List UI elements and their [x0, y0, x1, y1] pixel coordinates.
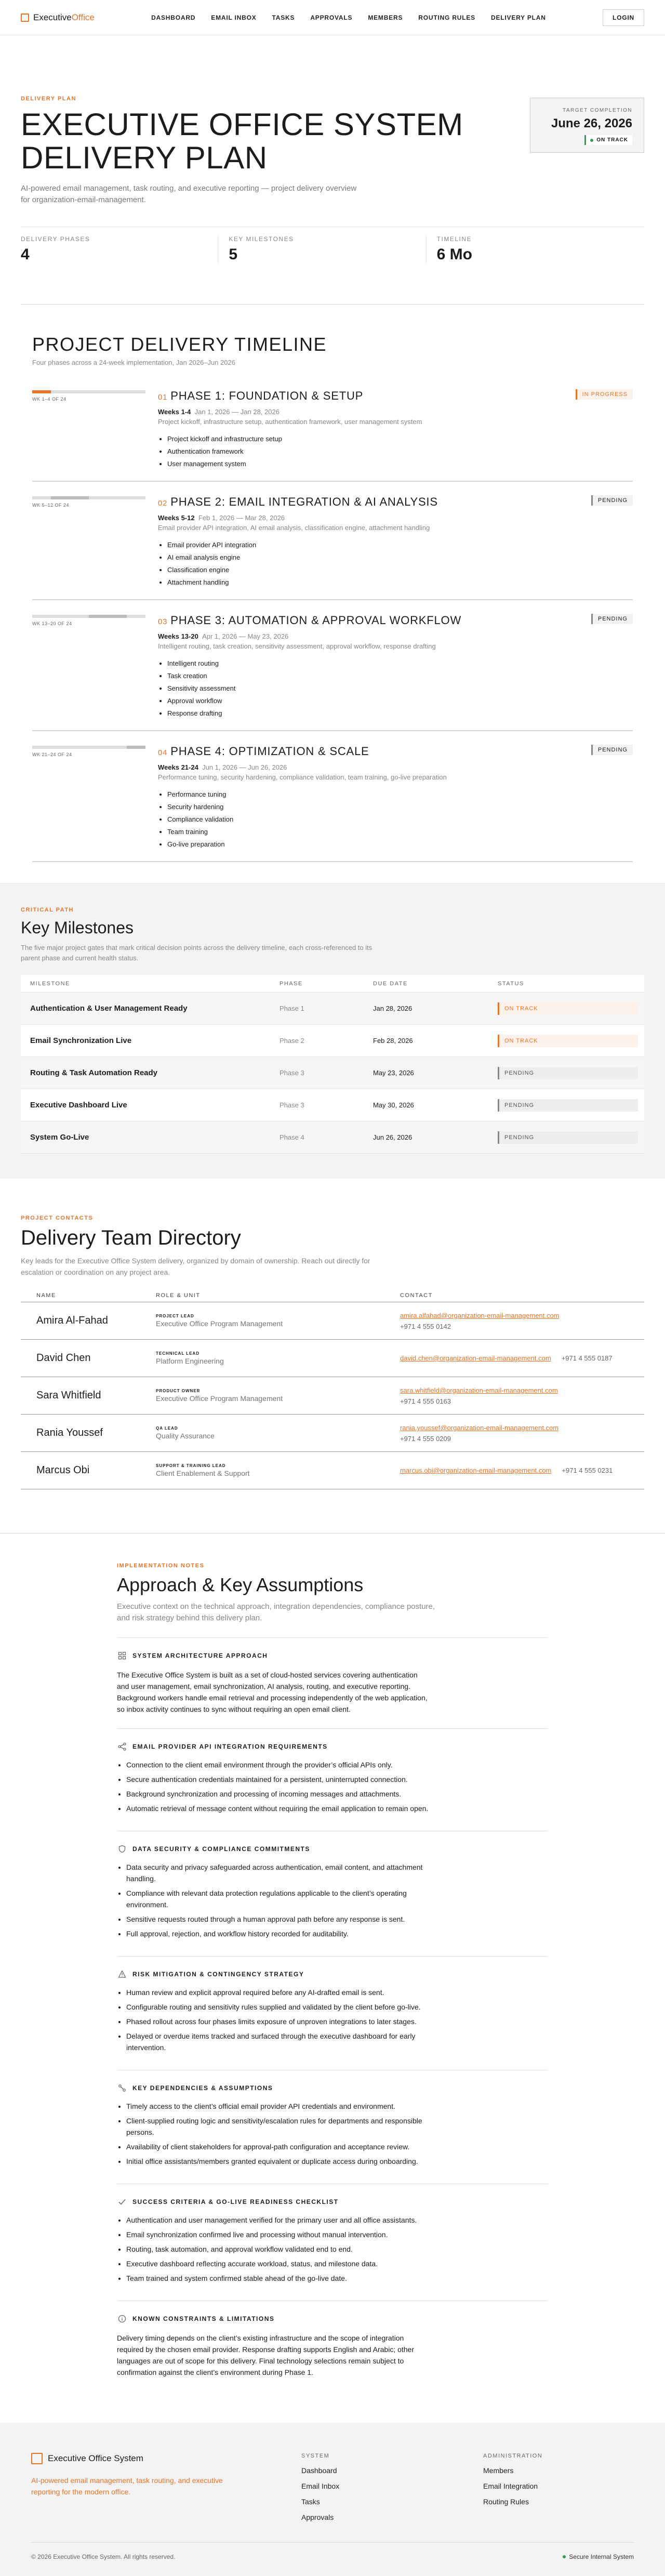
timeline-title: PROJECT DELIVERY TIMELINE: [32, 334, 327, 355]
hero-subtitle: AI-powered email management, task routing, and executive reporting — project delivery overview for organization-email-management.: [21, 184, 357, 204]
phase-progress-bar: [32, 615, 145, 618]
approach-section-item: [117, 2070, 548, 2184]
table-row: [21, 1452, 644, 1489]
status-badge: PENDING: [498, 1067, 638, 1079]
list-item: • Compliance with relevant data protection regulations applicable to the client’s operating environment.: [126, 1887, 429, 1910]
shield-icon: [117, 1844, 127, 1854]
approach-section-item: [117, 1956, 548, 2070]
phase-desc: Project kickoff, infrastructure setup, authentication framework, user management system: [158, 418, 422, 426]
phase-progress-bar: [32, 746, 145, 749]
status-dot-icon: [590, 139, 593, 142]
member-role: [156, 1463, 400, 1477]
phase-week-range: WK 1–4 OF 24: [32, 397, 66, 402]
copyright: © 2026 Executive Office System. All rights reserved.: [31, 2553, 176, 2560]
footer-link-email-integration[interactable]: Email Integration: [483, 2482, 538, 2490]
approach-section-list: [117, 2101, 429, 2167]
team-section: [0, 1179, 665, 1505]
phase-progress: [32, 495, 158, 589]
list-item: • Classification engine: [167, 564, 633, 576]
approach-section-heading: [117, 1650, 548, 1661]
approach-section-list: [117, 1987, 429, 2053]
phase-content: [158, 745, 633, 851]
approach-section-heading: [117, 1844, 548, 1854]
phase-progress-bar: [32, 496, 145, 499]
phase-weeks: Weeks 5-12: [158, 514, 195, 522]
secure-label: Secure Internal System: [569, 2553, 634, 2560]
list-item: • Client-supplied routing logic and sensitivity/escalation rules for departments and responsible persons.: [126, 2115, 429, 2138]
status-badge: ON TRACK: [498, 1035, 638, 1047]
member-role: [156, 1351, 400, 1365]
footer-heading: ADMINISTRATION: [483, 2453, 543, 2459]
dependency-icon: [117, 2083, 127, 2093]
milestones-section: [0, 883, 665, 1179]
phase-content: [158, 495, 633, 589]
phase-weeks: Weeks 13-20: [158, 632, 198, 640]
team-eyebrow: PROJECT CONTACTS: [21, 1215, 94, 1221]
milestone-name: Routing & Task Automation Ready: [30, 1068, 158, 1077]
approach-section-heading: [117, 1741, 548, 1752]
column-header: DUE DATE: [373, 980, 408, 987]
milestones-title: Key Milestones: [21, 918, 134, 937]
email-link[interactable]: sara.whitfield@organization-email-management.com: [400, 1386, 558, 1394]
approach-section-title: KEY DEPENDENCIES & ASSUMPTIONS: [132, 2084, 273, 2092]
phase-desc: Email provider API integration, AI email analysis, classification engine, attachment handling: [158, 524, 430, 532]
list-item: • Human review and explicit approval required before any AI-drafted email is sent.: [126, 1987, 429, 1998]
footer-link-routing-rules[interactable]: Routing Rules: [483, 2498, 529, 2506]
role-unit: Platform Engineering: [156, 1357, 224, 1365]
phone-number: +971 4 555 0142: [400, 1323, 451, 1330]
list-item: • Background synchronization and processing of incoming messages and attachments.: [126, 1788, 429, 1800]
approach-section-heading: [117, 1969, 548, 1979]
approach-section-item: [117, 1831, 548, 1956]
approach-section-item: [117, 1637, 548, 1728]
phase-meta: [158, 514, 633, 522]
timeline-subtitle: Four phases across a 24-week implementation, Jan 2026–Jun 2026: [32, 359, 235, 366]
nav-approvals[interactable]: APPROVALS: [310, 14, 353, 21]
role-unit: Client Enablement & Support: [156, 1469, 250, 1477]
milestone-due-date: May 23, 2026: [373, 1069, 414, 1077]
stat-label: DELIVERY PHASES: [21, 235, 90, 243]
info-icon: [117, 2314, 127, 2324]
stat-phases: [21, 235, 218, 263]
phase-deliverables: [158, 657, 633, 720]
brand-prefix: Executive: [33, 12, 72, 22]
milestone-phase: Phase 1: [280, 1005, 304, 1012]
phase-number: 01: [158, 393, 168, 402]
list-item: • Authentication framework: [167, 445, 633, 458]
member-role: [156, 1314, 400, 1328]
approach-section-title: SUCCESS CRITERIA & GO-LIVE READINESS CHECKLIST: [132, 2198, 339, 2205]
phase-meta: [158, 408, 633, 416]
milestone-name: Executive Dashboard Live: [30, 1101, 127, 1109]
column-header: ROLE & UNIT: [156, 1292, 201, 1299]
phase-row: [32, 382, 633, 482]
phase-week-range: WK 21–24 OF 24: [32, 752, 72, 757]
logo-icon: [31, 2453, 43, 2464]
column-header: MILESTONE: [30, 980, 70, 987]
phase-title: [158, 495, 633, 509]
list-item: • Sensitive requests routed through a human approval path before any response is sent.: [126, 1913, 429, 1925]
target-date: June 26, 2026: [551, 116, 632, 130]
approach-desc: Executive context on the technical approach, integration dependencies, compliance posture, and risk strategy behind this delivery plan.: [117, 1602, 435, 1622]
milestones-desc: The five major project gates that mark critical decision points across the delivery timeline, each cross-referenced to its parent phase and current health status.: [21, 944, 373, 962]
footer-link-email-inbox[interactable]: Email Inbox: [301, 2482, 340, 2490]
column-header: PHASE: [280, 980, 303, 987]
approach-section-list: [117, 1861, 429, 1939]
list-item: • Initial office assistants/members granted equivalent or duplicate access during onboarding.: [126, 2156, 429, 2167]
role-unit: Executive Office Program Management: [156, 1394, 283, 1403]
status-badge: PENDING: [591, 614, 633, 624]
approach-section-title: KNOWN CONSTRAINTS & LIMITATIONS: [132, 2315, 275, 2322]
table-row[interactable]: [21, 1025, 644, 1057]
stat-value: 4: [21, 246, 30, 263]
nav-routing-rules[interactable]: ROUTING RULES: [418, 14, 475, 21]
member-contact: [400, 1311, 629, 1330]
milestone-phase: Phase 3: [280, 1101, 304, 1109]
phase-desc: Intelligent routing, task creation, sensitivity assessment, approval workflow, response drafting: [158, 642, 436, 650]
role-title: QA LEAD: [156, 1426, 178, 1431]
list-item: • Compliance validation: [167, 813, 633, 826]
phase-content: [158, 614, 633, 720]
nav-dashboard[interactable]: DASHBOARD: [151, 14, 196, 21]
phase-number: 03: [158, 617, 168, 626]
member-name: Amira Al-Fahad: [36, 1315, 108, 1326]
phase-dates: Jun 1, 2026 — Jun 26, 2026: [202, 763, 287, 771]
status-badge: IN PROGRESS: [576, 389, 633, 400]
integration-icon: [117, 1741, 127, 1752]
status-badge: [584, 135, 632, 145]
table-row[interactable]: [21, 993, 644, 1025]
list-item: • AI email analysis engine: [167, 551, 633, 564]
list-item: • Executive dashboard reflecting accurate workload, status, and milestone data.: [126, 2258, 429, 2269]
footer-desc: AI-powered email management, task routing, and executive reporting for the modern office.: [31, 2476, 223, 2496]
phase-progress-fill: [51, 496, 89, 499]
email-link[interactable]: marcus.obi@organization-email-management.com: [400, 1467, 552, 1474]
phase-progress-fill: [32, 390, 51, 393]
member-name: Sara Whitfield: [36, 1390, 101, 1401]
table-header: [21, 975, 644, 993]
list-item: • Connection to the client email environment through the provider’s official APIs only.: [126, 1759, 429, 1771]
approach-section-title: RISK MITIGATION & CONTINGENCY STRATEGY: [132, 1971, 304, 1978]
approach-eyebrow: IMPLEMENTATION NOTES: [117, 1563, 205, 1569]
list-item: • Response drafting: [167, 707, 633, 720]
list-item: • Project kickoff and infrastructure setup: [167, 433, 633, 445]
list-item: • Go-live preparation: [167, 838, 633, 851]
phase-title: [158, 614, 633, 627]
milestone-due-date: May 30, 2026: [373, 1101, 414, 1109]
column-header: NAME: [36, 1292, 56, 1299]
member-role: [156, 1389, 400, 1403]
target-completion-card: [530, 98, 644, 153]
footer-heading: SYSTEM: [301, 2453, 330, 2459]
list-item: • Secure authentication credentials maintained for a persistent, uninterrupted connection.: [126, 1774, 429, 1785]
phase-dates: Apr 1, 2026 — May 23, 2026: [202, 632, 289, 640]
approach-section-heading: [117, 2083, 548, 2093]
table-row: [21, 1340, 644, 1377]
table-row: [21, 1415, 644, 1452]
list-item: • Team training: [167, 826, 633, 838]
footer-admin-links: [483, 2453, 634, 2521]
list-item: • Email synchronization confirmed live and processing without manual intervention.: [126, 2229, 429, 2240]
milestone-phase: Phase 3: [280, 1069, 304, 1077]
timeline-section: [21, 304, 644, 883]
list-item: • Configurable routing and sensitivity rules supplied and validated by the client before go-live.: [126, 2001, 429, 2013]
milestones-eyebrow: CRITICAL PATH: [21, 907, 74, 913]
target-label: TARGET COMPLETION: [562, 108, 632, 113]
approach-section-text: Delivery timing depends on the client’s existing infrastructure and the scope of integration required by the chosen email provider. Response drafting supports English and Arabic; other languages are out of scope for this delivery. Final technology selections remain subject to confirmation against the client’s environment during Phase 1.: [117, 2334, 415, 2376]
milestone-name: Email Synchronization Live: [30, 1036, 132, 1045]
member-role: [156, 1426, 400, 1440]
table-row: [21, 1302, 644, 1340]
milestone-status-cell: [498, 1067, 638, 1079]
status-badge: PENDING: [498, 1131, 638, 1144]
phone-number: +971 4 555 0231: [562, 1467, 613, 1474]
approach-section-title: SYSTEM ARCHITECTURE APPROACH: [132, 1652, 268, 1659]
footer-link-tasks[interactable]: Tasks: [301, 2498, 320, 2506]
stat-milestones: [229, 235, 426, 263]
list-item: • Authentication and user management verified for the primary user and all office assistants.: [126, 2214, 429, 2226]
role-title: PROJECT LEAD: [156, 1314, 194, 1318]
member-contact: [400, 1386, 629, 1405]
list-item: • Timely access to the client’s official email provider API credentials and environment.: [126, 2101, 429, 2112]
approach-section-text: The Executive Office System is built as a set of cloud-hosted services covering authentication and user management, email synchronization, AI analysis, routing, and executive reporting. Background workers handle email retrieval and processing independently of the web application, so inbox activity continues to sync without requiring an open email client.: [117, 1671, 428, 1713]
phase-desc: Performance tuning, security hardening, compliance validation, team training, go-live preparation: [158, 773, 447, 781]
phase-deliverables: [158, 433, 633, 470]
list-item: • Approval workflow: [167, 695, 633, 707]
nav-tasks[interactable]: TASKS: [272, 14, 295, 21]
milestone-due-date: Feb 28, 2026: [373, 1037, 413, 1045]
milestone-due-date: Jun 26, 2026: [373, 1133, 413, 1141]
list-item: • Sensitivity assessment: [167, 682, 633, 695]
list-item: • Delayed or overdue items tracked and surfaced through the executive dashboard for early intervention.: [126, 2030, 429, 2053]
list-item: • Full approval, rejection, and workflow history recorded for auditability.: [126, 1928, 429, 1939]
column-header: STATUS: [498, 980, 524, 987]
milestone-status-cell: [498, 1131, 638, 1144]
role-unit: Executive Office Program Management: [156, 1319, 283, 1328]
member-name: Rania Youssef: [36, 1427, 103, 1438]
approach-title: Approach & Key Assumptions: [117, 1574, 364, 1595]
member-name: Marcus Obi: [36, 1464, 90, 1476]
phone-number: +971 4 555 0187: [561, 1354, 613, 1362]
footer-link-members[interactable]: Members: [483, 2466, 514, 2475]
footer-brand[interactable]: [31, 2453, 301, 2464]
phase-deliverables: [158, 539, 633, 589]
stats-row: [21, 227, 644, 263]
brand-accent: Office: [71, 12, 95, 22]
nav-members[interactable]: MEMBERS: [368, 14, 403, 21]
phase-dates: Jan 1, 2026 — Jan 28, 2026: [194, 408, 280, 416]
status-badge: PENDING: [591, 745, 633, 755]
secure-indicator: [563, 2553, 634, 2560]
phase-row: [32, 488, 633, 600]
stat-timeline: [437, 235, 634, 263]
team-title: Delivery Team Directory: [21, 1226, 241, 1249]
check-icon: [117, 2197, 127, 2207]
list-item: • Attachment handling: [167, 576, 633, 589]
phase-number: 04: [158, 748, 168, 757]
list-item: • Availability of client stakeholders for approval-path configuration and acceptance review.: [126, 2141, 429, 2152]
approach-section-list: [117, 2214, 429, 2284]
milestone-phase: Phase 4: [280, 1133, 304, 1141]
table-row: [21, 1377, 644, 1415]
nav-email-inbox[interactable]: EMAIL INBOX: [211, 14, 257, 21]
role-unit: Quality Assurance: [156, 1432, 215, 1440]
role-title: SUPPORT & TRAINING LEAD: [156, 1463, 226, 1468]
phone-number: +971 4 555 0163: [400, 1397, 451, 1405]
phase-row: [32, 737, 633, 862]
phase-week-range: WK 5–12 OF 24: [32, 503, 70, 508]
stat-value: 5: [229, 246, 238, 263]
table-row[interactable]: [21, 1121, 644, 1154]
approach-section-item: [117, 1728, 548, 1831]
phase-title: [158, 745, 633, 758]
approach-section-heading: [117, 2197, 548, 2207]
phase-weeks: Weeks 21-24: [158, 763, 198, 771]
phase-progress: [32, 389, 158, 470]
email-link[interactable]: rania.youssef@organization-email-management.com: [400, 1424, 559, 1432]
member-contact: [400, 1467, 629, 1474]
nav-delivery-plan[interactable]: DELIVERY PLAN: [490, 14, 546, 21]
phase-title: [158, 389, 633, 403]
column-header: CONTACT: [400, 1292, 433, 1299]
status-badge: PENDING: [591, 495, 633, 506]
phase-progress: [32, 614, 158, 720]
approach-section-heading: [117, 2314, 548, 2324]
list-item: • Phased rollout across four phases limits exposure of unproven integrations to later stages.: [126, 2016, 429, 2027]
stat-value: 6 Mo: [436, 246, 472, 263]
approach-section-item: [117, 2301, 548, 2392]
list-item: • Automatic retrieval of message content without requiring the email application to remain open.: [126, 1803, 429, 1814]
list-item: • Team trained and system confirmed stable ahead of the go-live date.: [126, 2273, 429, 2284]
phase-progress-fill: [127, 746, 145, 749]
top-navigation: [0, 0, 665, 35]
list-item: • Task creation: [167, 670, 633, 682]
phase-progress: [32, 745, 158, 851]
milestone-status-cell: [498, 1035, 638, 1047]
role-title: PRODUCT OWNER: [156, 1389, 201, 1393]
main-nav: [151, 14, 546, 21]
table-row[interactable]: [21, 1057, 644, 1089]
footer-link-dashboard[interactable]: Dashboard: [301, 2466, 337, 2475]
phase-dates: Feb 1, 2026 — Mar 28, 2026: [198, 514, 285, 522]
milestone-status-cell: [498, 1002, 638, 1015]
phase-meta: [158, 763, 633, 771]
member-contact: [400, 1354, 629, 1362]
phone-number: +971 4 555 0209: [400, 1435, 451, 1443]
footer-system-links: [301, 2453, 483, 2521]
warning-icon: [117, 1969, 127, 1979]
architecture-icon: [117, 1650, 127, 1661]
phase-list: [32, 382, 633, 862]
phase-deliverables: [158, 788, 633, 851]
footer-brand-name: Executive Office System: [48, 2453, 143, 2463]
phase-progress-fill: [89, 615, 127, 618]
list-item: • Intelligent routing: [167, 657, 633, 670]
milestone-name: Authentication & User Management Ready: [30, 1004, 188, 1013]
list-item: • Email provider API integration: [167, 539, 633, 551]
email-link[interactable]: david.chen@organization-email-management.com: [400, 1354, 551, 1362]
hero-eyebrow: DELIVERY PLAN: [21, 96, 76, 102]
milestone-phase: Phase 2: [280, 1037, 304, 1045]
approach-section-title: EMAIL PROVIDER API INTEGRATION REQUIREMENTS: [132, 1743, 328, 1750]
phase-content: [158, 389, 633, 470]
secure-dot-icon: [563, 2555, 566, 2558]
login-button[interactable]: LOGIN: [603, 9, 644, 26]
phase-name: PHASE 4: OPTIMIZATION & SCALE: [170, 745, 369, 758]
hero-section: [0, 35, 665, 263]
approach-section: [0, 1533, 665, 2423]
list-item: • User management system: [167, 458, 633, 470]
list-item: • Data security and privacy safeguarded across authentication, email content, and attachment handling.: [126, 1861, 429, 1884]
stat-label: KEY MILESTONES: [229, 235, 294, 243]
status-badge: PENDING: [498, 1099, 638, 1112]
phase-week-range: WK 13–20 OF 24: [32, 621, 72, 626]
phase-name: PHASE 2: EMAIL INTEGRATION & AI ANALYSIS: [170, 495, 438, 508]
team-table-header: [21, 1292, 644, 1302]
role-title: TECHNICAL LEAD: [156, 1351, 200, 1356]
footer: [0, 2423, 665, 2576]
table-row[interactable]: [21, 1089, 644, 1121]
phase-row: [32, 606, 633, 731]
logo-icon: [21, 14, 29, 22]
status-label: ON TRACK: [596, 137, 628, 143]
approach-section-list: [117, 1759, 429, 1814]
status-badge: ON TRACK: [498, 1002, 638, 1015]
milestones-table: [21, 975, 644, 1154]
list-item: • Routing, task automation, and approval workflow validated end to end.: [126, 2243, 429, 2255]
phase-number: 02: [158, 499, 168, 508]
phase-meta: [158, 632, 633, 640]
phase-progress-bar: [32, 390, 145, 393]
list-item: • Security hardening: [167, 801, 633, 813]
page-title: EXECUTIVE OFFICE SYSTEM DELIVERY PLAN: [21, 107, 463, 175]
phase-name: PHASE 3: AUTOMATION & APPROVAL WORKFLOW: [170, 614, 462, 627]
list-item: • Performance tuning: [167, 788, 633, 801]
email-link[interactable]: amira.alfahad@organization-email-management.com: [400, 1312, 560, 1319]
brand-logo[interactable]: [21, 12, 95, 23]
milestone-status-cell: [498, 1099, 638, 1112]
approach-section-item: [117, 2184, 548, 2301]
member-name: David Chen: [36, 1352, 91, 1364]
footer-link-approvals[interactable]: Approvals: [301, 2513, 334, 2521]
phase-weeks: Weeks 1-4: [158, 408, 191, 416]
member-contact: [400, 1423, 629, 1443]
phase-name: PHASE 1: FOUNDATION & SETUP: [170, 389, 364, 402]
milestone-name: System Go-Live: [30, 1133, 89, 1142]
approach-section-title: DATA SECURITY & COMPLIANCE COMMITMENTS: [132, 1845, 310, 1853]
milestone-due-date: Jan 28, 2026: [373, 1005, 413, 1012]
team-desc: Key leads for the Executive Office System delivery, organized by domain of ownership. Reach out directly for escalation or coordination on any project area.: [21, 1257, 370, 1276]
stat-label: TIMELINE: [436, 235, 472, 243]
